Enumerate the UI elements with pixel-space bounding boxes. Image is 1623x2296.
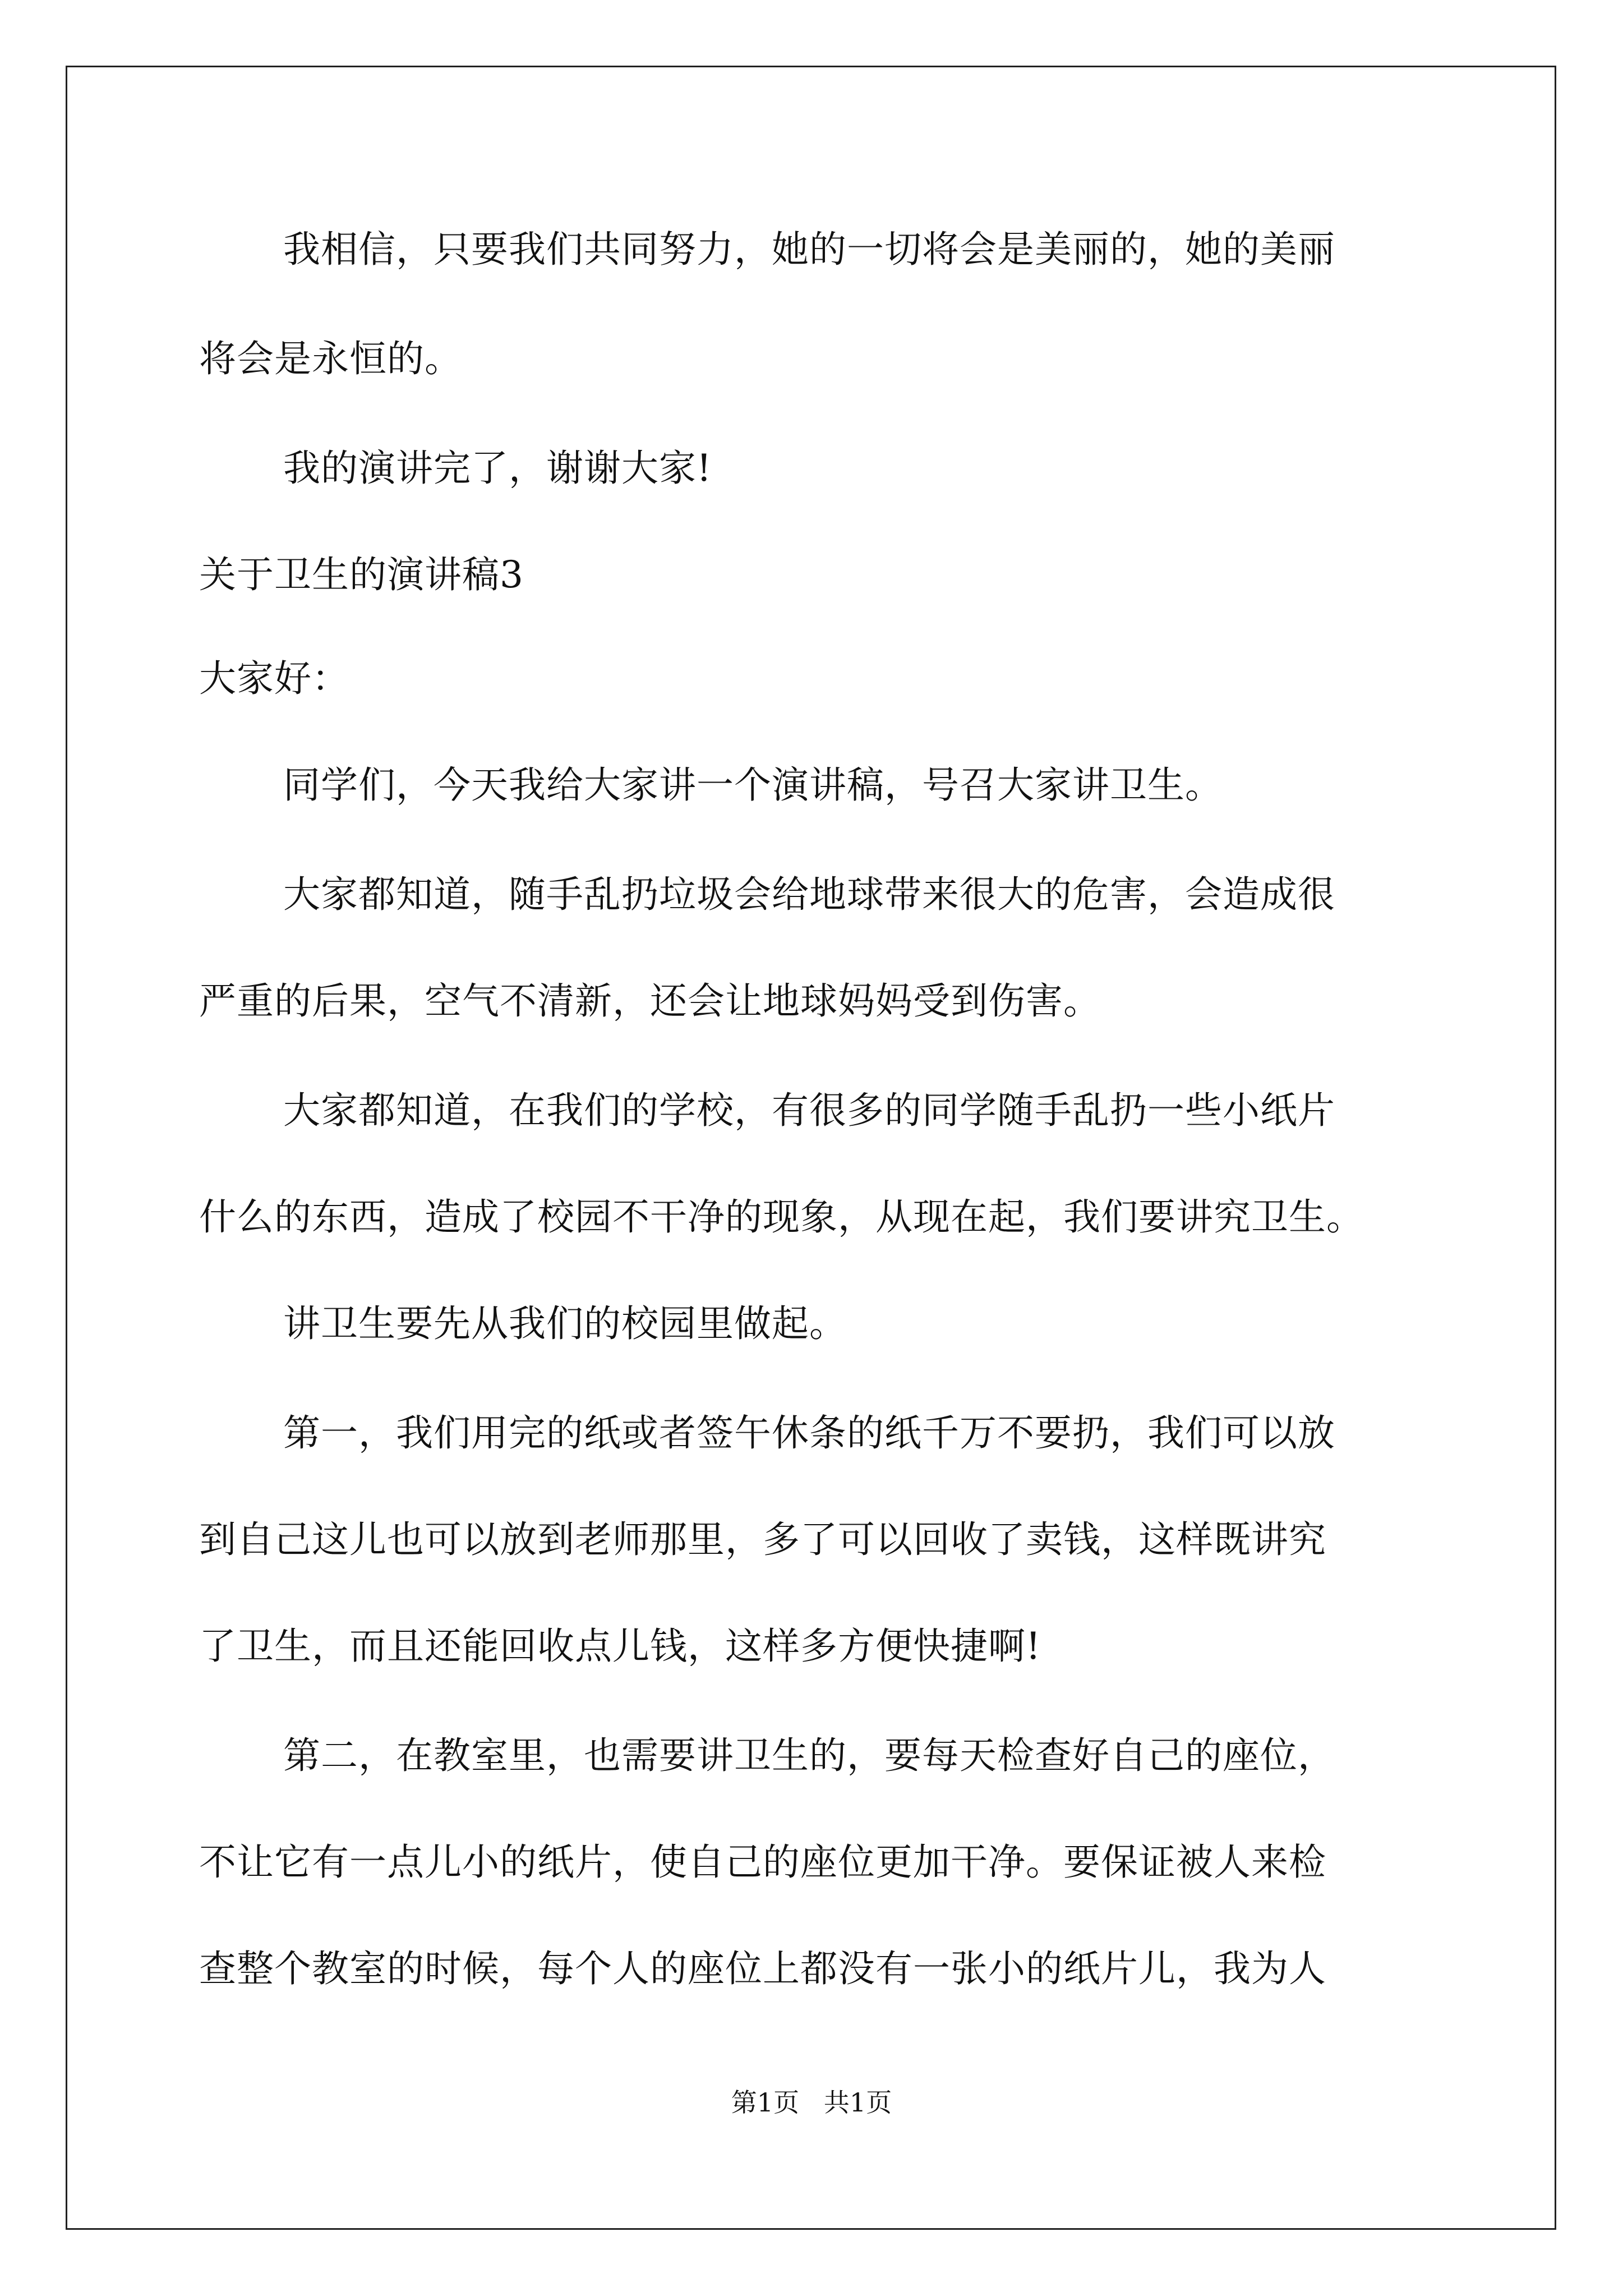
page-number-footer: 第1页 共1页 [731,2087,892,2118]
paragraph-line: 大家都知道，在我们的学校，有很多的同学随手乱扔一些小纸片 [283,1089,1335,1132]
section-heading: 关于卫生的演讲稿3 [199,553,524,596]
paragraph-line: 讲卫生要先从我们的校园里做起。 [283,1302,847,1345]
page-border [66,66,1556,2230]
paragraph-line: 同学们，今天我给大家讲一个演讲稿，号召大家讲卫生。 [283,763,1223,807]
paragraph-line: 查整个教室的时候，每个人的座位上都没有一张小的纸片儿，我为人 [199,1947,1326,1990]
paragraph-line: 我的演讲完了，谢谢大家! [283,447,712,490]
paragraph-line: 将会是永恒的。 [199,337,462,380]
paragraph-line: 我相信，只要我们共同努力，她的一切将会是美丽的，她的美丽 [283,228,1335,271]
paragraph-line: 严重的后果，空气不清新，还会让地球妈妈受到伤害。 [199,979,1101,1023]
paragraph-line: 什么的东西，造成了校园不干净的现象，从现在起，我们要讲究卫生。 [199,1195,1364,1239]
salutation: 大家好： [199,657,349,700]
paragraph-line: 到自己这儿也可以放到老师那里，多了可以回收了卖钱，这样既讲究 [199,1518,1326,1561]
paragraph-line: 第二，在教室里，也需要讲卫生的，要每天检查好自己的座位， [283,1734,1335,1777]
paragraph-line: 第一，我们用完的纸或者签午休条的纸千万不要扔，我们可以放 [283,1411,1335,1455]
paragraph-line: 大家都知道，随手乱扔垃圾会给地球带来很大的危害，会造成很 [283,873,1335,916]
paragraph-line: 了卫生，而且还能回收点儿钱，这样多方便快捷啊! [199,1625,1041,1668]
paragraph-line: 不让它有一点儿小的纸片，使自己的座位更加干净。要保证被人来检 [199,1841,1326,1884]
